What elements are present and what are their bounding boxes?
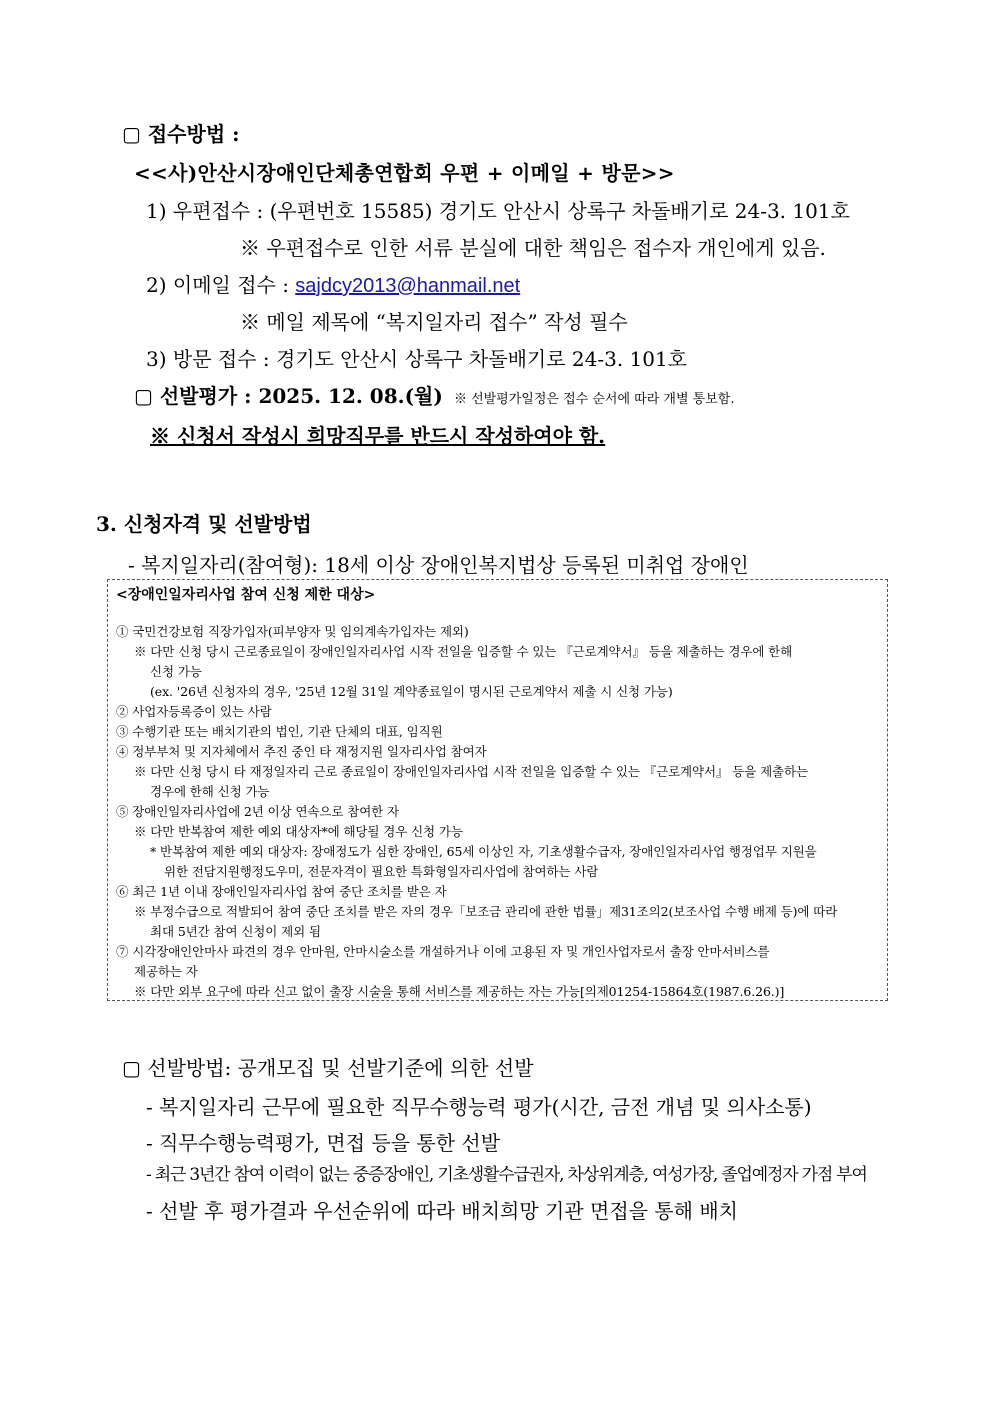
- receipt-email-note: ※ 메일 제목에 “복지일자리 접수” 작성 필수: [240, 310, 628, 334]
- application-notice-text: ※ 신청서 작성시 희망직무를 반드시 작성하여야 함.: [150, 424, 606, 448]
- restriction-line: (ex. '26년 신청자의 경우, '25년 12월 31일 계약종료일이 명시된 근로계약서 제출 시 신청 가능): [150, 684, 673, 699]
- selection-item: - 복지일자리 근무에 필요한 직무수행능력 평가(시간, 금전 개념 및 의사소통): [146, 1095, 812, 1119]
- restriction-line: ⑤ 장애인일자리사업에 2년 이상 연속으로 참여한 자: [116, 804, 399, 819]
- email-link[interactable]: sajdcy2013@hanmail.net: [295, 275, 521, 297]
- selection-item: - 직무수행능력평가, 면접 등을 통한 선발: [146, 1131, 501, 1155]
- restriction-line: ※ 다만 신청 당시 타 재정일자리 근로 종료일이 장애인일자리사업 시작 전일을 입증할 수 있는 『근로계약서』 등을 제출하는: [134, 764, 808, 779]
- receipt-visit: 3) 방문 접수 : 경기도 안산시 상록구 차돌배기로 24-3. 101호: [146, 347, 688, 371]
- receipt-heading: ▢ 접수방법 :: [122, 122, 240, 146]
- restriction-line: 제공하는 자: [134, 964, 198, 979]
- receipt-email: [146, 269, 520, 298]
- restriction-line: ※ 다만 반복참여 제한 예외 대상자*에 해당될 경우 신청 가능: [134, 824, 463, 839]
- restriction-line: ④ 정부부처 및 지자체에서 추진 중인 타 재정지원 일자리사업 참여자: [116, 744, 487, 759]
- application-notice: [150, 420, 605, 449]
- restriction-box-title: <장애인일자리사업 참여 신청 제한 대상>: [116, 587, 376, 603]
- restriction-line: ※ 부정수급으로 적발되어 참여 중단 조치를 받은 자의 경우「보조금 관리에 관한 법률」제31조의2(보조사업 수행 배제 등)에 따라: [134, 904, 838, 919]
- restriction-line: ⑦ 시각장애인안마사 파견의 경우 안마원, 안마시술소를 개설하거나 이에 고용된 자 및 개인사업자로서 출장 안마서비스를: [116, 944, 770, 959]
- section-3-title: 3. 신청자격 및 선발방법: [96, 512, 312, 536]
- restriction-line: 최대 5년간 참여 신청이 제외 됨: [150, 924, 321, 939]
- restriction-line: ① 국민건강보험 직장가입자(피부양자 및 임의계속가입자는 제외): [116, 624, 469, 639]
- restriction-box: [107, 579, 888, 1001]
- eval-line: [134, 380, 734, 409]
- restriction-line: ⑥ 최근 1년 이내 장애인일자리사업 참여 중단 조치를 받은 자: [116, 884, 447, 899]
- restriction-line: * 반복참여 제한 예외 대상자: 장애정도가 심한 장애인, 65세 이상인 자, 기초생활수급자, 장애인일자리사업 행정업무 지원을: [150, 844, 817, 859]
- selection-heading: ▢ 선발방법: 공개모집 및 선발기준에 의한 선발: [122, 1056, 534, 1080]
- eval-note: ※ 선발평가일정은 접수 순서에 따라 개별 통보함.: [453, 392, 735, 407]
- restriction-line: ※ 다만 외부 요구에 따라 신고 없이 출장 시술을 통해 서비스를 제공하는 자는 가능[의제01254-15864호(1987.6.26.)]: [134, 984, 785, 999]
- receipt-post-note: ※ 우편접수로 인한 서류 분실에 대한 책임은 접수자 개인에게 있음.: [240, 236, 826, 260]
- email-label: 2) 이메일 접수 :: [146, 273, 296, 297]
- restriction-line: ② 사업자등록증이 있는 사람: [116, 704, 272, 719]
- eval-label: ▢ 선발평가 : 2025. 12. 08.(월): [134, 384, 443, 408]
- restriction-line: 신청 가능: [150, 664, 202, 679]
- restriction-line: ※ 다만 신청 당시 근로종료일이 장애인일자리사업 시작 전일을 입증할 수 있는 『근로계약서』 등을 제출하는 경우에 한해: [134, 644, 793, 659]
- restriction-line: 경우에 한해 신청 가능: [150, 784, 270, 799]
- restriction-line: 위한 전담지원행정도우미, 전문자격이 필요한 특화형일자리사업에 참여하는 사람: [164, 864, 599, 879]
- restriction-line: ③ 수행기관 또는 배치기관의 법인, 기관 단체의 대표, 임직원: [116, 724, 443, 739]
- selection-item: - 선발 후 평가결과 우선순위에 따라 배치희망 기관 면접을 통해 배치: [146, 1199, 738, 1223]
- eligibility-line: - 복지일자리(참여형): 18세 이상 장애인복지법상 등록된 미취업 장애인: [128, 553, 749, 577]
- receipt-post: 1) 우편접수 : (우편번호 15585) 경기도 안산시 상록구 차돌배기로 24-3. 101호: [146, 199, 850, 223]
- selection-item: - 최근 3년간 참여 이력이 없는 중증장애인, 기초생활수급권자, 차상위계층, 여성가장, 졸업예정자 가점 부여: [146, 1165, 867, 1185]
- receipt-org-line: <<사)안산시장애인단체총연합회 우편 + 이메일 + 방문>>: [134, 161, 675, 185]
